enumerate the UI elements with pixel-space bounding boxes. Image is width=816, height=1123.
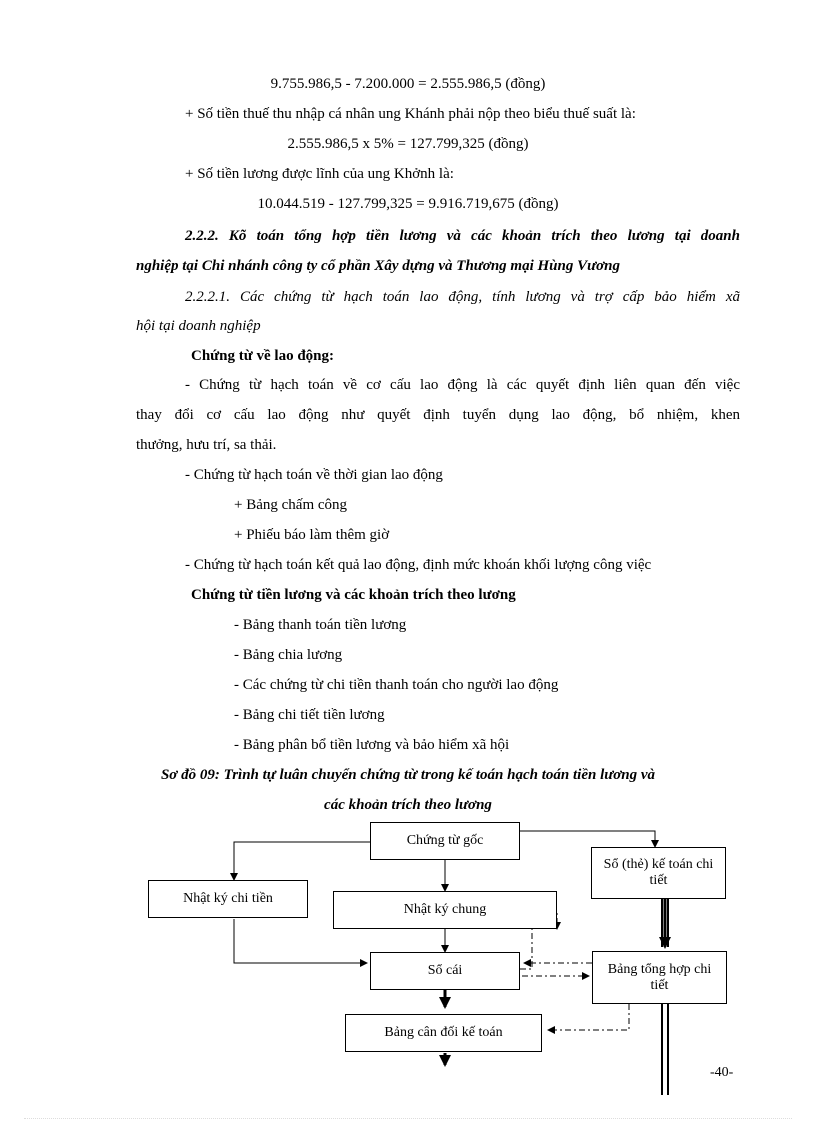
page-bottom-divider (24, 1118, 792, 1119)
labor-para-2-item-b: + Phiếu báo làm thêm giờ (234, 527, 390, 543)
diagram-caption-line-2: các khoản trích theo lương (324, 797, 492, 813)
page-number: -40- (710, 1065, 734, 1080)
wage-item: - Bảng thanh toán tiền lương (234, 617, 407, 633)
section-heading-line-2: nghiệp tại Chi nhánh công ty cổ phần Xây dựng và Thương mại Hùng Vương (136, 258, 620, 274)
box-detail-summary: Bảng tổng hợp chi tiết (592, 951, 727, 1004)
wage-item: - Bảng phân bổ tiền lương và bảo hiểm xã hội (234, 737, 510, 753)
labor-para-3: - Chứng từ hạch toán kết quả lao động, định mức khoán khối lượng công việc (185, 557, 652, 573)
section-heading-line-1: 2.2.2. Kõ toán tổng hợp tiền lương và các khoản trích theo lương tại doanh (185, 228, 740, 244)
diagram-caption-line-1: Sơ đồ 09: Trình tự luân chuyển chứng từ trong kế toán hạch toán tiền lương và (160, 767, 656, 783)
wage-item: - Các chứng từ chi tiền thanh toán cho người lao động (234, 677, 559, 693)
box-general-ledger: Sổ cái (370, 952, 520, 990)
labor-para-2-item-a: + Bảng chấm công (234, 497, 348, 513)
box-detail-ledger: Sổ (thẻ) kế toán chi tiết (591, 847, 726, 899)
wage-item: - Bảng chia lương (234, 647, 343, 663)
labor-para-1-line-1: - Chứng từ hạch toán về cơ cấu lao động là các quyết định liên quan đến việc (185, 377, 740, 393)
calc-line-2: + Số tiền thuế thu nhập cá nhân ung Khánh phải nộp theo biểu thuế suất là: (185, 106, 636, 122)
labor-docs-title: Chứng từ về lao động: (191, 348, 335, 364)
calc-line-1: 9.755.986,5 - 7.200.000 = 2.555.986,5 (đồng) (270, 76, 546, 92)
wage-docs-title: Chứng từ tiền lương và các khoản trích theo lương (191, 587, 516, 603)
calc-line-5: 10.044.519 - 127.799,325 = 9.916.719,675 (đồng) (257, 196, 559, 212)
subsection-heading-line-1: 2.2.2.1. Các chứng từ hạch toán lao động, tính lương và trợ cấp bảo hiểm xã (185, 289, 740, 305)
box-general-journal: Nhật ký chung (333, 891, 557, 929)
wage-item: - Bảng chi tiết tiền lương (234, 707, 385, 723)
labor-para-2: - Chứng từ hạch toán về thời gian lao động (185, 467, 443, 483)
calc-line-4: + Số tiền lương được lĩnh của ung Khởnh là: (185, 166, 454, 182)
dashed-summary-to-balance (548, 1004, 629, 1030)
arrow-source-to-cash-journal (234, 842, 370, 880)
box-balance-sheet: Bảng cân đối kế toán (345, 1014, 542, 1052)
labor-para-1-line-3: thưởng, hưu trí, sa thải. (136, 437, 277, 453)
subsection-heading-line-2: hội tại doanh nghiệp (136, 318, 261, 334)
box-source-documents: Chứng từ gốc (370, 822, 520, 860)
arrow-source-to-detail-ledger (520, 831, 655, 847)
calc-line-3: 2.555.986,5 x 5% = 127.799,325 (đồng) (287, 136, 529, 152)
labor-para-1-line-2: thay đổi cơ cấu lao động như quyết định tuyển dụng lao động, bổ nhiệm, khen (136, 407, 740, 423)
box-cash-journal: Nhật ký chi tiền (148, 880, 308, 918)
